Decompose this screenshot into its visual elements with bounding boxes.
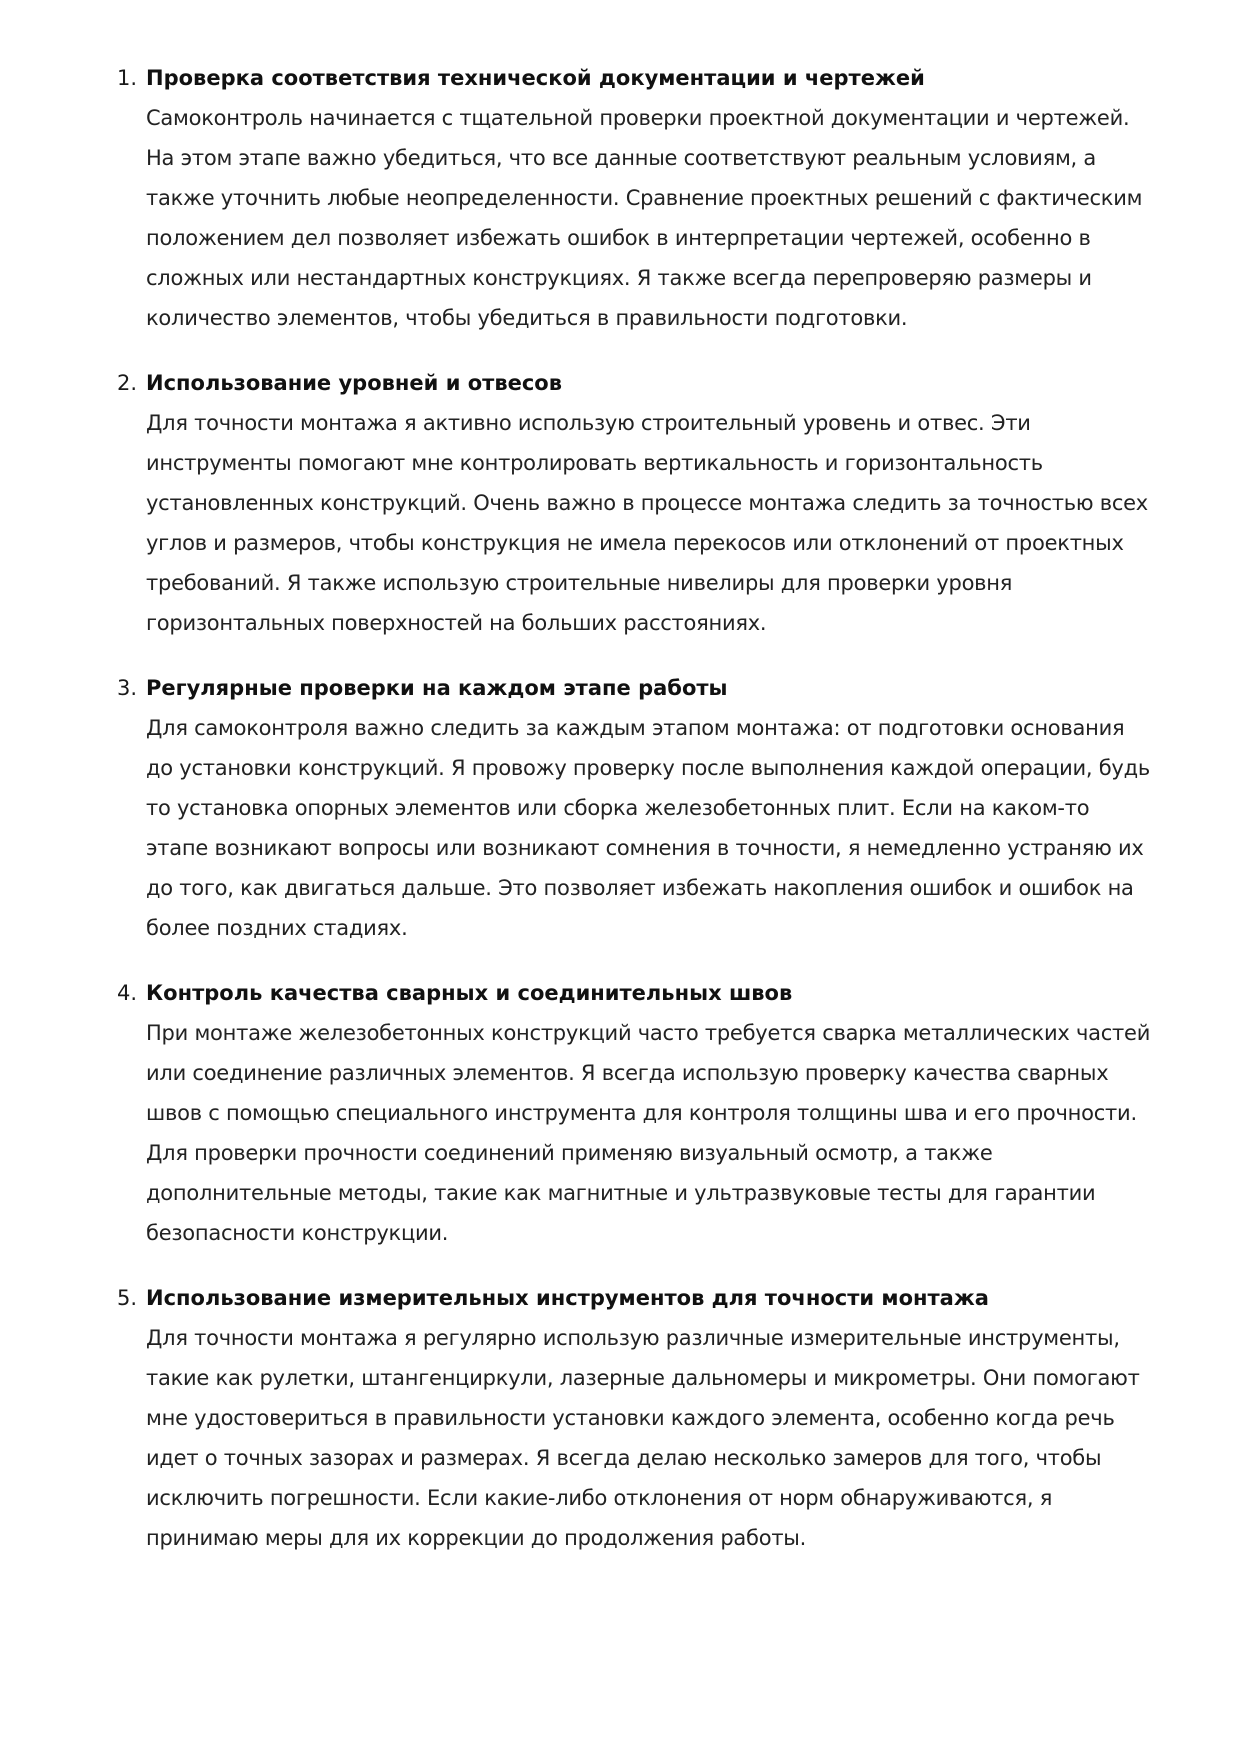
item-number: 4. (117, 981, 138, 1005)
item-number: 1. (117, 66, 138, 90)
item-body: Для самоконтроля важно следить за каждым этапом монтажа: от подготовки основания до установки конструкций. Я провожу проверку после выполнения каждой операции, будь то установка опорных элементов или сборка железобетонных плит. Если на каком-то этапе возникают вопросы или возникают сомнения в точности, я немедленно устраняю их до того, как двигаться дальше. Это позволяет избежать накопления ошибок и ошибок на более поздних стадиях. (146, 716, 1151, 940)
item-title: Контроль качества сварных и соединительных швов (146, 981, 793, 1005)
item-body: Самоконтроль начинается с тщательной проверки проектной документации и чертежей. На этом этапе важно убедиться, что все данные соответствуют реальным условиям, а также уточнить любые неопределенности. Сравнение проектных решений с фактическим положением дел позволяет избежать ошибок в интерпретации чертежей, особенно в сложных или нестандартных конструкциях. Я также всегда перепроверяю размеры и количество элементов, чтобы убедиться в правильности подготовки. (146, 106, 1143, 330)
list-item (117, 668, 1157, 948)
item-title: Регулярные проверки на каждом этапе работы (146, 676, 728, 700)
item-body: Для точности монтажа я регулярно использую различные измерительные инструменты, такие как рулетки, штангенциркули, лазерные дальномеры и микрометры. Они помогают мне удостовериться в правильности установки каждого элемента, особенно когда речь идет о точных зазорах и размерах. Я всегда делаю несколько замеров для того, чтобы исключить погрешности. Если какие-либо отклонения от норм обнаруживаются, я принимаю меры для их коррекции до продолжения работы. (146, 1326, 1140, 1550)
numbered-list (117, 58, 1157, 1583)
item-number: 2. (117, 371, 138, 395)
list-item (117, 1278, 1157, 1558)
item-number: 3. (117, 676, 138, 700)
item-title: Использование уровней и отвесов (146, 371, 563, 395)
item-title: Проверка соответствия технической документации и чертежей (146, 66, 925, 90)
item-number: 5. (117, 1286, 138, 1310)
item-title: Использование измерительных инструментов для точности монтажа (146, 1286, 989, 1310)
list-item (117, 973, 1157, 1253)
item-body: При монтаже железобетонных конструкций часто требуется сварка металлических частей или соединение различных элементов. Я всегда использую проверку качества сварных швов с помощью специального инструмента для контроля толщины шва и его прочности. Для проверки прочности соединений применяю визуальный осмотр, а также дополнительные методы, такие как магнитные и ультразвуковые тесты для гарантии безопасности конструкции. (146, 1021, 1151, 1245)
list-item (117, 58, 1157, 338)
item-body: Для точности монтажа я активно использую строительный уровень и отвес. Эти инструменты помогают мне контролировать вертикальность и горизонтальность установленных конструкций. Очень важно в процессе монтажа следить за точностью всех углов и размеров, чтобы конструкция не имела перекосов или отклонений от проектных требований. Я также использую строительные нивелиры для проверки уровня горизонтальных поверхностей на больших расстояниях. (146, 411, 1148, 635)
list-item (117, 363, 1157, 643)
